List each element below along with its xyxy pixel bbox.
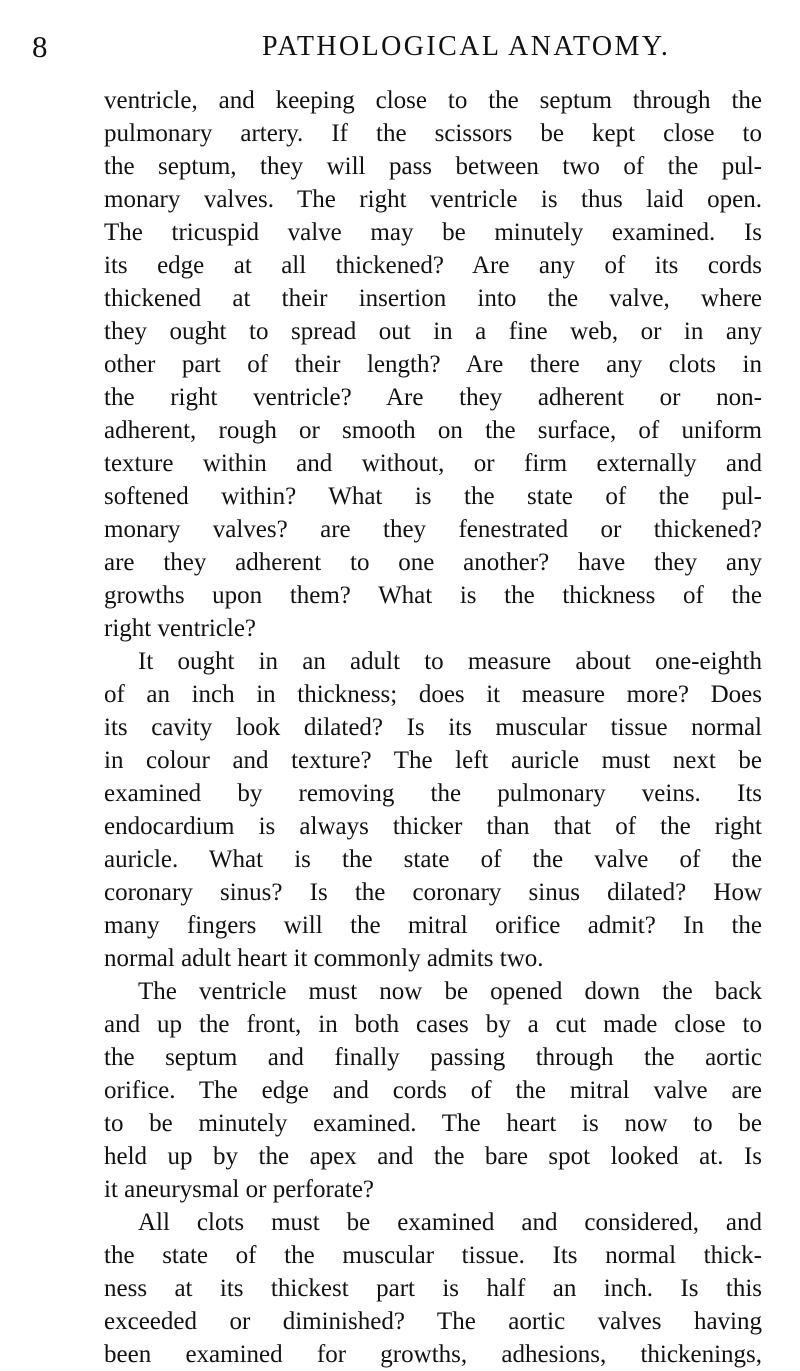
text-line: thickened at their insertion into the valve, where: [104, 285, 762, 312]
text-line: ness at its thickest part is half an inch. Is this: [104, 1275, 762, 1302]
text-line: the septum, they will pass between two of the pul-: [104, 153, 762, 180]
page-header: [0, 30, 800, 64]
text-line: The tricuspid valve may be minutely examined. Is: [104, 219, 762, 246]
text-line: coronary sinus? Is the coronary sinus dilated? How: [104, 879, 762, 906]
text-line: monary valves? are they fenestrated or thickened?: [104, 516, 762, 543]
text-line: examined by removing the pulmonary veins. Its: [104, 780, 762, 807]
paragraph-start-line: It ought in an adult to measure about one-eighth: [138, 648, 762, 675]
text-line: pulmonary artery. If the scissors be kept close to: [104, 120, 762, 147]
text-line: its edge at all thickened? Are any of its cords: [104, 252, 762, 279]
paragraph-start-line: All clots must be examined and considered, and: [138, 1209, 762, 1236]
text-line: been examined for growths, adhesions, thickenings,: [104, 1341, 762, 1368]
text-line: endocardium is always thicker than that of the right: [104, 813, 762, 840]
text-line: the right ventricle? Are they adherent or non-: [104, 384, 762, 411]
page-number: 8: [32, 29, 48, 64]
text-line: texture within and without, or firm externally and: [104, 450, 762, 477]
text-line: auricle. What is the state of the valve of the: [104, 846, 762, 873]
text-line: ventricle, and keeping close to the septum through the: [104, 87, 762, 114]
text-line: in colour and texture? The left auricle must next be: [104, 747, 762, 774]
text-line: softened within? What is the state of the pul-: [104, 483, 762, 510]
paragraph-start-line: The ventricle must now be opened down the back: [138, 978, 762, 1005]
text-line: many fingers will the mitral orifice admit? In the: [104, 912, 762, 939]
text-line: are they adherent to one another? have they any: [104, 549, 762, 576]
paragraph-end-line: right ventricle?: [104, 615, 257, 642]
text-line: other part of their length? Are there any clots in: [104, 351, 762, 378]
text-line: held up by the apex and the bare spot looked at. Is: [104, 1143, 762, 1170]
text-line: exceeded or diminished? The aortic valves having: [104, 1308, 762, 1335]
text-line: to be minutely examined. The heart is now to be: [104, 1110, 762, 1137]
text-line: and up the front, in both cases by a cut made close to: [104, 1011, 762, 1038]
text-line: orifice. The edge and cords of the mitral valve are: [104, 1077, 762, 1104]
text-line: the state of the muscular tissue. Its normal thick-: [104, 1242, 762, 1269]
text-line: its cavity look dilated? Is its muscular tissue normal: [104, 714, 762, 741]
paragraph-end-line: it aneurysmal or perforate?: [104, 1176, 375, 1203]
text-line: adherent, rough or smooth on the surface, of uniform: [104, 417, 762, 444]
text-line: growths upon them? What is the thickness of the: [104, 582, 762, 609]
text-line: the septum and finally passing through the aortic: [104, 1044, 762, 1071]
text-line: they ought to spread out in a fine web, or in any: [104, 318, 762, 345]
paragraph-end-line: normal adult heart it commonly admits two.: [104, 945, 544, 972]
body-text: [104, 84, 762, 1371]
running-title: PATHOLOGICAL ANATOMY.: [262, 31, 671, 62]
text-line: of an inch in thickness; does it measure more? Does: [104, 681, 762, 708]
text-line: monary valves. The right ventricle is thus laid open.: [104, 186, 762, 213]
